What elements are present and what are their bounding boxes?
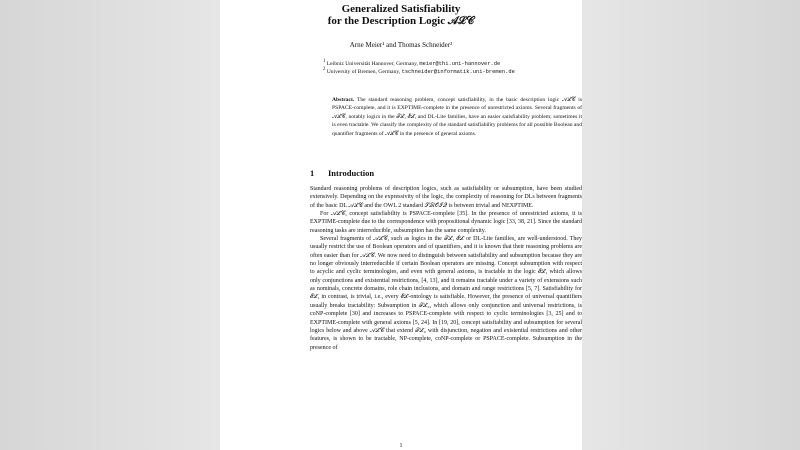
paragraph: Standard reasoning problems of description logics, such as satisfiability or subsumption, have been studied extensively. Depending on the expressivity of the logic, the complexity of reasoning for DLs between fragments of the basic DL 𝒜ℒ𝒞 and the OWL 2 standard 𝒮ℛ𝒪ℐ𝒬 is between trivial and NEXPTIME. — [310, 186, 582, 209]
section-heading — [310, 168, 374, 178]
paragraph: For 𝒜ℒ𝒞, concept satisfiability is PSPACE-complete [35]. In the presence of unrestricted axioms, it is EXPTIME-complete due to the correspondence with propositional dynamic logic [33, 38, 21]. Since the standard reasoning tasks are interreducible, subsumption has the same complexity. — [310, 211, 582, 234]
abstract-label: Abstract. — [332, 97, 355, 103]
affiliation-marker: 2 — [323, 67, 326, 72]
paragraph: Several fragments of 𝒜ℒ𝒞, such as logics in the ℱℒ, ℰℒ or DL-Lite families, are well-understood. They usually restrict the use of Boolean operators and of quantifiers, and it is known that their reasoning problems are often easier than for 𝒜ℒ𝒞. We now need to distinguish between satisfiability and subsumption because they are no longer obviously interreducible if certain Boolean operators are missing. Concept subsumption with respect to acyclic and cyclic terminologies, and even with general axioms, is tractable in the logic ℰℒ, which allows only conjunctions and existential restrictions, [4, 13], and it remains tractable under a variety of extensions such as nominals, concrete domains, role chain inclusions, and domain and range restrictions [5, 7]. Satisfiability for ℰℒ, in contrast, is trivial, i.e., every ℰℒ-ontology is satisfiable. However, the presence of universal quantifiers usually breaks tractability: Subsumption in ℱℒ₀, which allows only conjunction and universal restrictions, is coNP-complete [30] and increases to PSPACE-complete with respect to cyclic terminologies [3, 25] and to EXPTIME-complete with general axioms [5, 24]. In [19, 20], concept satisfiability and subsumption for several logics below and above 𝒜ℒ𝒞 that extend ℱℒ₀ with disjunction, negation and existential restrictions and other features, is shown to be tractable, NP-complete, coNP-complete or PSPACE-complete. Subsumption in the presence of — [310, 236, 582, 351]
paper-title-line-1: Generalized Satisfiability — [341, 3, 461, 15]
abstract — [332, 96, 582, 138]
affiliation-1 — [323, 59, 500, 67]
viewer-background-right — [582, 0, 800, 450]
affiliation-2 — [323, 67, 515, 75]
page-number: 1 — [399, 443, 403, 449]
paper-title-line-2: for the Description Logic 𝒜ℒ𝒞 — [327, 15, 475, 27]
affiliation-marker: 1 — [323, 59, 326, 64]
viewer-background-left — [0, 0, 220, 450]
affiliation-email[interactable]: meier@thi.uni-hannover.de — [419, 60, 501, 67]
abstract-text: The standard reasoning problem, concept satisfiability, in the basic description logic 𝒜ℒ𝒞 is PSPACE-complete, and it is EXPTIME-complete in the presence of unrestricted axioms. Several fragments of 𝒜ℒ𝒞, notably logics in the ℱℒ, ℰℒ, and DL-Lite families, have an easier satisfiability problem; sometimes it is even tractable. We classify the complexity of the standard satisfiability problems for all possible Boolean and quantifier fragments of 𝒜ℒ𝒞 in the presence of general axioms. — [332, 97, 582, 137]
body-text — [310, 185, 582, 352]
section-number: 1 — [310, 168, 315, 178]
pdf-page — [220, 0, 582, 450]
affiliation-text: University of Bremen, Germany, — [326, 68, 401, 75]
affiliation-text: Leibniz Universität Hannover, Germany, — [326, 60, 418, 67]
section-title: Introduction — [328, 168, 375, 178]
affiliation-email[interactable]: tschneider@informatik.uni-bremen.de — [401, 68, 515, 75]
paper-authors: Arne Meier¹ and Thomas Schneider² — [349, 41, 453, 49]
